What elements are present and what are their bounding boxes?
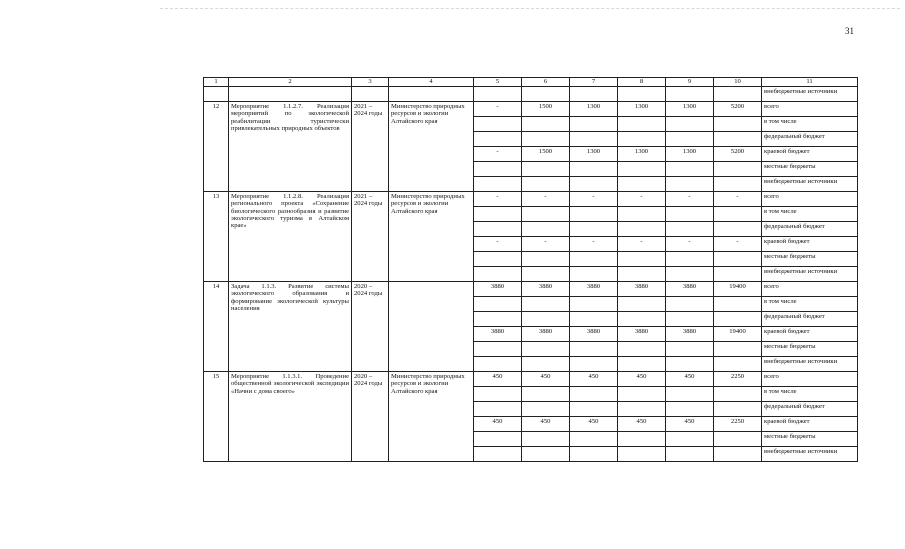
funding-source-cell: краевой бюджет <box>762 147 858 162</box>
amount-cell <box>474 342 522 357</box>
amount-cell: 450 <box>522 372 570 387</box>
amount-cell <box>618 342 666 357</box>
empty-cell <box>389 87 474 102</box>
amount-cell <box>570 267 618 282</box>
amount-cell <box>714 267 762 282</box>
amount-cell <box>666 252 714 267</box>
amount-cell: - <box>570 192 618 207</box>
amount-cell: 2250 <box>714 372 762 387</box>
funding-source-cell: всего <box>762 282 858 297</box>
amount-cell: - <box>666 192 714 207</box>
amount-cell <box>618 312 666 327</box>
row-number-cell: 12 <box>204 102 229 192</box>
amount-cell <box>570 162 618 177</box>
amount-cell <box>570 252 618 267</box>
amount-cell <box>570 357 618 372</box>
amount-cell: 1500 <box>522 102 570 117</box>
amount-cell <box>570 402 618 417</box>
activity-title-cell: Задача 1.1.3. Развитие системы экологического образования и формирование экологической культуры населения <box>229 282 352 372</box>
amount-cell <box>618 297 666 312</box>
amount-cell <box>714 342 762 357</box>
amount-cell <box>570 222 618 237</box>
amount-cell: 450 <box>570 417 618 432</box>
amount-cell <box>618 432 666 447</box>
amount-cell <box>618 132 666 147</box>
column-header: 10 <box>714 78 762 87</box>
amount-cell: 3880 <box>570 327 618 342</box>
activity-title-cell: Мероприятие 1.1.2.7. Реализация мероприятий по экологической реабилитации туристически привлекательных природных объектов <box>229 102 352 192</box>
amount-cell <box>666 132 714 147</box>
amount-cell <box>714 447 762 462</box>
row-number-cell: 15 <box>204 372 229 462</box>
table-row <box>204 192 858 207</box>
amount-cell: 450 <box>570 372 618 387</box>
amount-cell <box>570 432 618 447</box>
amount-cell <box>474 357 522 372</box>
amount-cell <box>666 312 714 327</box>
period-cell: 2021 – 2024 годы <box>352 102 389 192</box>
amount-cell <box>522 447 570 462</box>
executor-cell: Министерство природных ресурсов и экологии Алтайского края <box>389 102 474 192</box>
amount-cell <box>570 117 618 132</box>
amount-cell: - <box>474 237 522 252</box>
amount-cell: 3880 <box>474 327 522 342</box>
amount-cell <box>666 117 714 132</box>
amount-cell: 19400 <box>714 282 762 297</box>
amount-cell <box>474 312 522 327</box>
scan-artifact-line <box>160 8 900 9</box>
amount-cell <box>666 297 714 312</box>
amount-cell <box>570 447 618 462</box>
amount-cell: - <box>474 147 522 162</box>
empty-cell <box>352 87 389 102</box>
funding-source-cell: местные бюджеты <box>762 252 858 267</box>
amount-cell <box>522 162 570 177</box>
amount-cell <box>714 162 762 177</box>
column-header: 6 <box>522 78 570 87</box>
amount-cell <box>714 432 762 447</box>
amount-cell: - <box>474 102 522 117</box>
amount-cell: - <box>714 237 762 252</box>
column-header: 9 <box>666 78 714 87</box>
amount-cell <box>618 447 666 462</box>
amount-cell <box>714 357 762 372</box>
amount-cell: - <box>618 237 666 252</box>
row-number-cell: 14 <box>204 282 229 372</box>
empty-cell <box>522 87 570 102</box>
empty-cell <box>229 87 352 102</box>
amount-cell <box>666 387 714 402</box>
amount-cell <box>714 117 762 132</box>
table-row <box>204 102 858 117</box>
amount-cell <box>474 117 522 132</box>
period-cell: 2021 – 2024 годы <box>352 192 389 282</box>
funding-source-cell: в том числе <box>762 297 858 312</box>
amount-cell <box>666 267 714 282</box>
amount-cell <box>474 132 522 147</box>
amount-cell <box>666 162 714 177</box>
amount-cell: 3880 <box>570 282 618 297</box>
amount-cell: - <box>714 192 762 207</box>
amount-cell: 1300 <box>570 147 618 162</box>
amount-cell <box>618 222 666 237</box>
amount-cell <box>714 207 762 222</box>
table-row <box>204 372 858 387</box>
amount-cell <box>666 432 714 447</box>
funding-source-cell: всего <box>762 372 858 387</box>
amount-cell <box>522 207 570 222</box>
amount-cell <box>522 342 570 357</box>
amount-cell <box>522 222 570 237</box>
amount-cell <box>618 387 666 402</box>
amount-cell <box>714 132 762 147</box>
executor-cell: Министерство природных ресурсов и экологии Алтайского края <box>389 372 474 462</box>
column-header: 11 <box>762 78 858 87</box>
amount-cell <box>522 177 570 192</box>
amount-cell <box>522 432 570 447</box>
amount-cell <box>522 117 570 132</box>
amount-cell <box>714 297 762 312</box>
amount-cell <box>522 267 570 282</box>
amount-cell: 1300 <box>570 102 618 117</box>
funding-source-cell: краевой бюджет <box>762 327 858 342</box>
funding-source-cell: внебюджетные источники <box>762 177 858 192</box>
amount-cell <box>714 177 762 192</box>
column-header: 2 <box>229 78 352 87</box>
executor-cell: Министерство природных ресурсов и экологии Алтайского края <box>389 192 474 282</box>
amount-cell: 450 <box>474 417 522 432</box>
amount-cell <box>522 132 570 147</box>
amount-cell: 1300 <box>666 102 714 117</box>
activity-title-cell: Мероприятие 1.1.2.8. Реализация регионального проекта «Сохранение биологического разнообразия и развитие экологического туризма в Алтайском крае» <box>229 192 352 282</box>
amount-cell <box>666 342 714 357</box>
amount-cell: 3880 <box>474 282 522 297</box>
funding-source-cell: в том числе <box>762 117 858 132</box>
activity-title-cell: Мероприятие 1.1.3.1. Проведение общественной экологической экспедиции «Начни с дома своего» <box>229 372 352 462</box>
empty-cell <box>474 87 522 102</box>
funding-source-cell: местные бюджеты <box>762 162 858 177</box>
funding-source-cell: в том числе <box>762 387 858 402</box>
amount-cell: 450 <box>522 417 570 432</box>
amount-cell <box>618 402 666 417</box>
amount-cell: 450 <box>618 372 666 387</box>
amount-cell <box>570 177 618 192</box>
amount-cell <box>618 207 666 222</box>
amount-cell: - <box>570 237 618 252</box>
table-row <box>204 282 858 297</box>
funding-source-cell: внебюджетные источники <box>762 357 858 372</box>
amount-cell <box>570 387 618 402</box>
amount-cell: 2250 <box>714 417 762 432</box>
amount-cell <box>714 402 762 417</box>
amount-cell <box>570 207 618 222</box>
amount-cell: - <box>618 192 666 207</box>
amount-cell: - <box>522 237 570 252</box>
amount-cell <box>570 342 618 357</box>
amount-cell <box>522 312 570 327</box>
column-header: 5 <box>474 78 522 87</box>
amount-cell: 5200 <box>714 147 762 162</box>
amount-cell <box>474 402 522 417</box>
column-header-row <box>204 78 858 87</box>
amount-cell: 1300 <box>666 147 714 162</box>
amount-cell: 19400 <box>714 327 762 342</box>
funding-source-cell: внебюджетные источники <box>762 267 858 282</box>
funding-source-cell: краевой бюджет <box>762 237 858 252</box>
funding-source-cell: местные бюджеты <box>762 342 858 357</box>
amount-cell <box>618 267 666 282</box>
amount-cell <box>666 402 714 417</box>
amount-cell: - <box>522 192 570 207</box>
amount-cell <box>666 357 714 372</box>
period-cell: 2020 – 2024 годы <box>352 282 389 372</box>
column-header: 4 <box>389 78 474 87</box>
funding-source-cell: внебюджетные источники <box>762 87 858 102</box>
empty-cell <box>204 87 229 102</box>
column-header: 3 <box>352 78 389 87</box>
amount-cell: 450 <box>666 372 714 387</box>
funding-source-cell: федеральный бюджет <box>762 132 858 147</box>
amount-cell <box>474 387 522 402</box>
amount-cell <box>522 357 570 372</box>
amount-cell <box>618 117 666 132</box>
period-cell: 2020 – 2024 годы <box>352 372 389 462</box>
amount-cell <box>714 252 762 267</box>
amount-cell <box>666 447 714 462</box>
column-header: 1 <box>204 78 229 87</box>
row-number-cell: 13 <box>204 192 229 282</box>
amount-cell: 5200 <box>714 102 762 117</box>
amount-cell <box>618 357 666 372</box>
funding-source-cell: федеральный бюджет <box>762 402 858 417</box>
funding-source-cell: местные бюджеты <box>762 432 858 447</box>
amount-cell <box>474 297 522 312</box>
budget-table <box>203 77 858 462</box>
amount-cell: 1500 <box>522 147 570 162</box>
amount-cell <box>522 387 570 402</box>
amount-cell <box>474 447 522 462</box>
amount-cell <box>666 222 714 237</box>
amount-cell <box>474 252 522 267</box>
table-row <box>204 87 858 102</box>
funding-source-cell: всего <box>762 102 858 117</box>
amount-cell: 3880 <box>618 282 666 297</box>
amount-cell <box>618 162 666 177</box>
empty-cell <box>570 87 618 102</box>
amount-cell: 1300 <box>618 102 666 117</box>
amount-cell <box>570 132 618 147</box>
amount-cell <box>474 222 522 237</box>
amount-cell <box>666 207 714 222</box>
amount-cell <box>618 252 666 267</box>
empty-cell <box>714 87 762 102</box>
column-header: 7 <box>570 78 618 87</box>
amount-cell <box>714 312 762 327</box>
executor-cell <box>389 282 474 372</box>
funding-source-cell: всего <box>762 192 858 207</box>
amount-cell: 450 <box>666 417 714 432</box>
empty-cell <box>666 87 714 102</box>
funding-source-cell: федеральный бюджет <box>762 312 858 327</box>
funding-source-cell: федеральный бюджет <box>762 222 858 237</box>
amount-cell <box>522 297 570 312</box>
amount-cell <box>570 297 618 312</box>
amount-cell: - <box>666 237 714 252</box>
funding-source-cell: краевой бюджет <box>762 417 858 432</box>
amount-cell: 1300 <box>618 147 666 162</box>
amount-cell: 3880 <box>522 327 570 342</box>
column-header: 8 <box>618 78 666 87</box>
amount-cell <box>714 222 762 237</box>
amount-cell <box>522 402 570 417</box>
amount-cell <box>474 162 522 177</box>
amount-cell: 3880 <box>522 282 570 297</box>
amount-cell <box>474 207 522 222</box>
amount-cell: 3880 <box>666 327 714 342</box>
amount-cell <box>666 177 714 192</box>
funding-source-cell: в том числе <box>762 207 858 222</box>
amount-cell <box>618 177 666 192</box>
amount-cell: 450 <box>474 372 522 387</box>
amount-cell: 3880 <box>618 327 666 342</box>
amount-cell <box>474 177 522 192</box>
amount-cell <box>714 387 762 402</box>
amount-cell: - <box>474 192 522 207</box>
amount-cell <box>570 312 618 327</box>
amount-cell: 450 <box>618 417 666 432</box>
page-number: 31 <box>845 26 854 36</box>
amount-cell <box>474 267 522 282</box>
amount-cell <box>474 432 522 447</box>
amount-cell: 3880 <box>666 282 714 297</box>
amount-cell <box>522 252 570 267</box>
funding-source-cell: внебюджетные источники <box>762 447 858 462</box>
empty-cell <box>618 87 666 102</box>
